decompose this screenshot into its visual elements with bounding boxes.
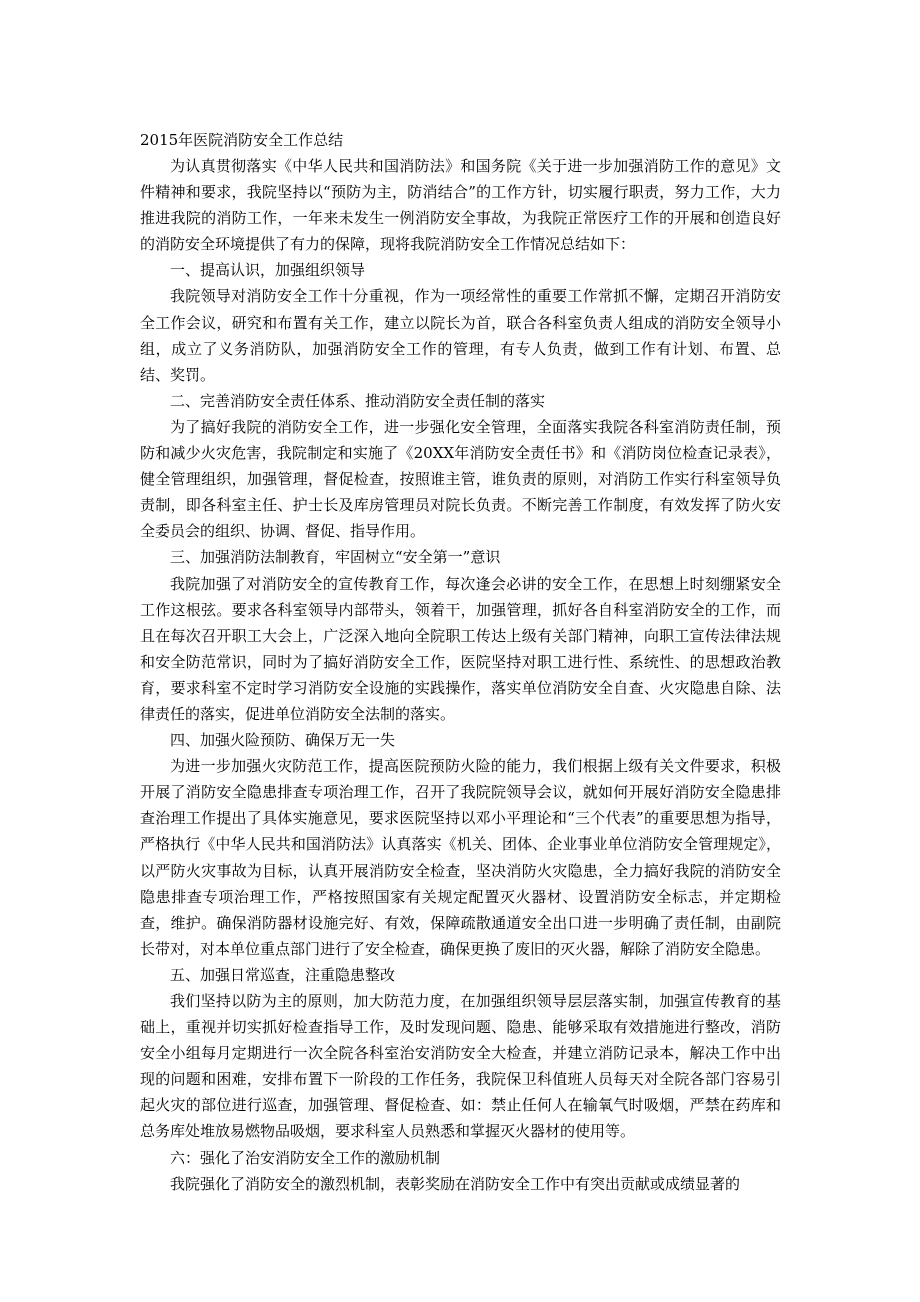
section-1-heading: 一、提高认识，加强组织领导 xyxy=(170,261,366,280)
section-6-heading: 六：强化了治安消防安全工作的激励机制 xyxy=(170,1148,441,1167)
section-5-heading: 五、加强日常巡查，注重隐患整改 xyxy=(170,965,396,984)
section-2-body: 为了搞好我院的消防安全工作，进一步强化安全管理，全面落实我院各科室消防责任制，预防和减少火灾危害，我院制定和实施了《20XX年消防安全责任书》和《消防岗位检查记录表》，健全管理组织，加强管理，督促检查，按照谁主管，谁负责的原则，对消防工作实行科室领导负责制，即各科室主任、护士长及库房管理员对院长负责。不断完善工作制度，有效发挥了防火安全委员会的组织、协调、督促、指导作用。 xyxy=(140,417,781,541)
intro-paragraph: 为认真贯彻落实《中华人民共和国消防法》和国务院《关于进一步加强消防工作的意见》文件精神和要求，我院坚持以“预防为主，防消结合”的工作方针，切实履行职责，努力工作，大力推进我院的消防工作，一年来未发生一例消防安全事故，为我院正常医疗工作的开展和创造良好的消防安全环境提供了有力的保障，现将我院消防安全工作情况总结如下： xyxy=(140,157,781,254)
section-4-heading: 四、加强火险预防、确保万无一失 xyxy=(170,731,396,750)
section-5-body: 我们坚持以防为主的原则，加大防范力度，在加强组织领导层层落实制，加强宣传教育的基础上，重视并切实抓好检查指导工作，及时发现问题、隐患、能够采取有效措施进行整改，消防安全小组每月定期进行一次全院各科室治安消防安全大检查，并建立消防记录本，解决工作中出现的问题和困难，安排布置下一阶段的工作任务，我院保卫科值班人员每天对全院各部门容易引起火灾的部位进行巡查，加强管理、督促检查、如：禁止任何人在输氧气时吸烟，严禁在药库和总务库处堆放易燃物品吸烟，要求科室人员熟悉和掌握灭火器材的使用等。 xyxy=(140,992,781,1141)
document-body xyxy=(140,127,781,1197)
document-title: 2015年医院消防安全工作总结 xyxy=(140,131,344,149)
section-6-body: 我院强化了消防安全的激烈机制，表彰奖励在消防安全工作中有突出贡献或成绩显著的 xyxy=(170,1174,741,1193)
section-3-heading: 三、加强消防法制教育，牢固树立“安全第一”意识 xyxy=(170,548,501,567)
section-3-body: 我院加强了对消防安全的宣传教育工作，每次逢会必讲的安全工作，在思想上时刻绷紧安全工作这根弦。要求各科室领导内部带头，领着干，加强管理，抓好各自科室消防安全的工作，而且在每次召开职工大会上，广泛深入地向全院职工传达上级有关部门精神，向职工宣传法律法规和安全防范常识，同时为了搞好消防安全工作，医院坚持对职工进行性、系统性、的思想政治教育，要求科室不定时学习消防安全设施的实践操作，落实单位消防安全自查、火灾隐患自除、法律责任的落实，促进单位消防安全法制的落实。 xyxy=(140,574,781,723)
section-1-body: 我院领导对消防安全工作十分重视，作为一项经常性的重要工作常抓不懈，定期召开消防安全工作会议，研究和布置有关工作，建立以院长为首，联合各科室负责人组成的消防安全领导小组，成立了义务消防队，加强消防安全工作的管理，有专人负责，做到工作有计划、布置、总结、奖罚。 xyxy=(140,287,781,384)
section-4-body: 为进一步加强火灾防范工作，提高医院预防火险的能力，我们根据上级有关文件要求，积极开展了消防安全隐患排查专项治理工作，召开了我院院领导会议，就如何开展好消防安全隐患排查治理工作提出了具体实施意见，要求医院坚持以邓小平理论和“三个代表”的重要思想为指导，严格执行《中华人民共和国消防法》认真落实《机关、团体、企业事业单位消防安全管理规定》，以严防火灾事故为目标，认真开展消防安全检查，坚决消防火灾隐患，全力搞好我院的消防安全隐患排查专项治理工作，严格按照国家有关规定配置灭火器材、设置消防安全标志，并定期检查，维护。确保消防器材设施完好、有效，保障疏散通道安全出口进一步明确了责任制，由副院长带对，对本单位重点部门进行了安全检查，确保更换了废旧的灭火器，解除了消防安全隐患。 xyxy=(140,757,781,958)
section-2-heading: 二、完善消防安全责任体系、推动消防安全责任制的落实 xyxy=(170,391,546,410)
